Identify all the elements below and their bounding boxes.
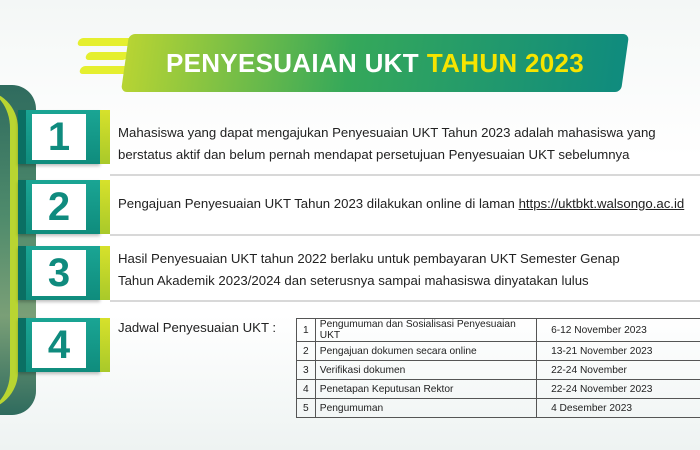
row-activity: Pengumuman [315,399,536,418]
row-date: 22-24 November 2023 [537,380,700,399]
divider [110,234,700,236]
table-row [297,342,700,361]
row-date: 22-24 November [537,361,700,380]
row-activity: Penetapan Keputusan Rektor [315,380,536,399]
divider [110,300,700,302]
row-number: 5 [297,399,316,418]
schedule-table [296,318,700,418]
step-3-box [18,246,100,300]
step-3-line-2: Tahun Akademik 2023/2024 dan seterusnya sampai mahasiswa dinyatakan lulus [118,273,589,288]
step-3-text [118,248,700,292]
step-1-box [18,110,100,164]
row-number: 3 [297,361,316,380]
divider [110,174,700,176]
table-row [297,399,700,418]
left-decoration-stripe [0,90,18,410]
row-activity: Verifikasi dokumen [315,361,536,380]
step-2-label: Pengajuan Penyesuaian UKT Tahun 2023 dilakukan online di laman [118,196,519,211]
step-number: 3 [32,250,86,296]
step-4-box [18,318,100,372]
table-row [297,319,700,342]
row-number: 1 [297,319,316,342]
step-2-text [118,193,700,215]
registration-link[interactable]: https://uktbkt.walsongo.ac.id [518,196,685,211]
table-row [297,380,700,399]
title-highlight: TAHUN 2023 [426,47,585,78]
step-1-text [118,122,700,166]
step-1-line-2: berstatus aktif dan belum pernah mendapat persetujuan Penyesuaian UKT sebelumnya [118,147,630,162]
step-number: 2 [32,184,86,230]
row-number: 4 [297,380,316,399]
step-number: 1 [32,114,86,160]
title-main: PENYESUAIAN UKT [165,47,419,78]
row-date: 6-12 November 2023 [537,319,700,342]
row-activity: Pengumuman dan Sosialisasi Penyesuaian UKT [315,319,536,342]
step-1-line-1: Mahasiswa yang dapat mengajukan Penyesuaian UKT Tahun 2023 adalah mahasiswa yang [118,125,656,140]
row-date: 4 Desember 2023 [537,399,700,418]
table-row [297,361,700,380]
step-number: 4 [32,322,86,368]
accent-bar [85,52,130,60]
schedule-label: Jadwal Penyesuaian UKT : [118,320,277,335]
step-3-line-1: Hasil Penyesuaian UKT tahun 2022 berlaku untuk pembayaran UKT Semester Genap [118,251,620,266]
page-title [125,34,625,92]
row-number: 2 [297,342,316,361]
row-date: 13-21 November 2023 [537,342,700,361]
step-2-box [18,180,100,234]
row-activity: Pengajuan dokumen secara online [315,342,536,361]
